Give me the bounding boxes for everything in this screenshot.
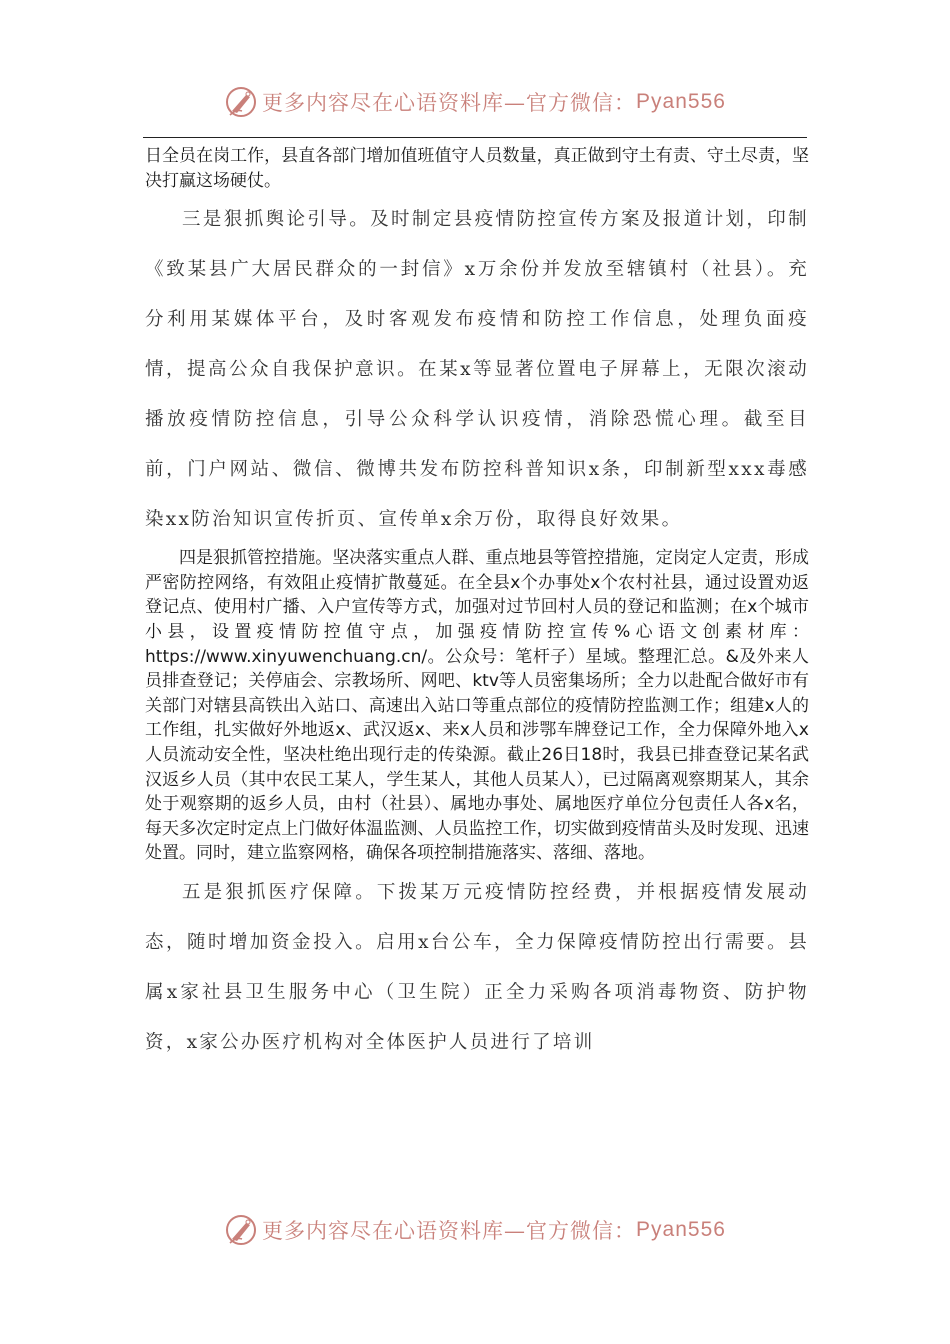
header-banner xyxy=(0,82,950,122)
footer-banner-id: Pyan556 xyxy=(636,1218,726,1241)
pen-logo-icon xyxy=(224,85,258,119)
paragraph-3: 四是狠抓管控措施。坚决落实重点人群、重点地县等管控措施，定岗定人定责，形成严密防控网络，有效阻止疫情扩散蔓延。在全县x个办事处x个农村社县，通过设置劝返登记点、使用村广播、入户宣传等方式，加强对过节回村人员的登记和监测；在x个城市小县，设置疫情防控值守点，加强疫情防控宣传%心语文创素材库：https://www.xinyuwenchuang.cn/。公众号：笔杆子）星域。整理汇总。&及外来人员排查登记；关停庙会、宗教场所、网吧、ktv等人员密集场所；全力以赴配合做好市有关部门对辖县高铁出入站口、高速出入站口等重点部位的疫情防控监测工作；组建x人的工作组，扎实做好外地返x、武汉返x、来x人员和涉鄂车牌登记工作，全力保障外地入x人员流动安全性，坚决杜绝出现行走的传染源。截止26日18时，我县已排查登记某名武汉返乡人员（其中农民工某人，学生某人，其他人员某人），已过隔离观察期某人，其余处于观察期的返乡人员，由村（社县）、属地办事处、属地医疗单位分包责任人各x名，每天多次定时定点上门做好体温监测、人员监控工作，切实做到疫情苗头及时发现、迅速处置。同时，建立监察网格，确保各项控制措施落实、落细、落地。 xyxy=(145,548,809,864)
footer-banner xyxy=(0,1210,950,1250)
document-body xyxy=(145,144,809,1068)
pen-logo-icon xyxy=(224,1213,258,1247)
header-banner-text: 更多内容尽在心语资料库—官方微信： xyxy=(262,91,637,115)
paragraph-4: 五是狠抓医疗保障。下拨某万元疫情防控经费，并根据疫情发展动态，随时增加资金投入。启用x台公车，全力保障疫情防控出行需要。县属x家社县卫生服务中心（卫生院）正全力采购各项消毒物资、防护物资，x家公办医疗机构对全体医护人员进行了培训 xyxy=(145,881,809,1053)
footer-banner-text: 更多内容尽在心语资料库—官方微信： xyxy=(262,1219,637,1243)
paragraph-2: 三是狠抓舆论引导。及时制定县疫情防控宣传方案及报道计划，印制《致某县广大居民群众的一封信》x万余份并发放至辖镇村（社县）。充分利用某媒体平台，及时客观发布疫情和防控工作信息，处理负面疫情，提高公众自我保护意识。在某x等显著位置电子屏幕上，无限次滚动播放疫情防控信息，引导公众科学认识疫情，消除恐慌心理。截至目前，门户网站、微信、微博共发布防控科普知识x条，印制新型xxx毒感染xx防治知识宣传折页、宣传单x余万份，取得良好效果。 xyxy=(145,209,809,531)
header-rule xyxy=(143,137,807,138)
paragraph-1: 日全员在岗工作，县直各部门增加值班值守人员数量，真正做到守土有责、守土尽责，坚决打赢这场硬仗。 xyxy=(145,146,809,191)
header-banner-id: Pyan556 xyxy=(636,90,726,113)
